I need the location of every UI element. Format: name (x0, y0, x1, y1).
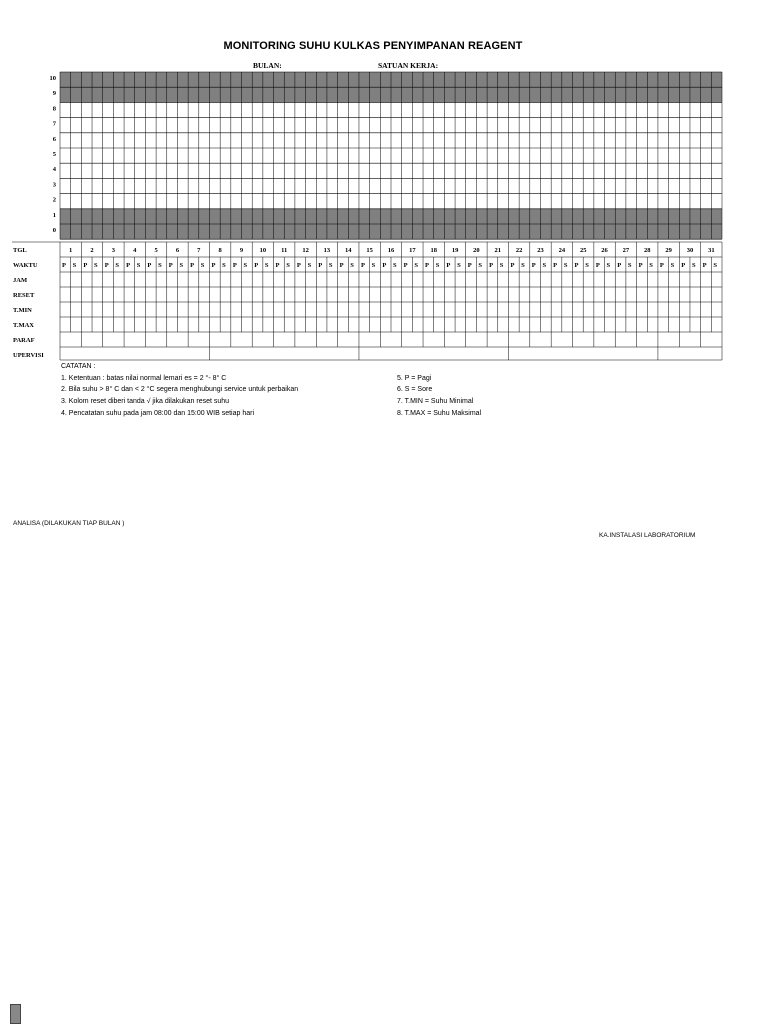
note-item: 3. Kolom reset diberi tanda √ jika dilakukan reset suhu (61, 398, 230, 406)
y-level-label: 6 (52, 135, 56, 143)
shift-marker: S (222, 262, 226, 269)
day-number: 9 (239, 247, 244, 254)
day-number: 4 (133, 247, 137, 254)
day-number: 25 (579, 247, 587, 254)
shift-marker: S (670, 262, 675, 269)
shift-marker: P (360, 262, 365, 269)
shift-marker: S (563, 262, 568, 269)
row-label-reset: RESET (13, 292, 35, 299)
day-number: 10 (259, 247, 267, 254)
day-number: 11 (281, 247, 288, 254)
shift-marker: P (168, 262, 173, 269)
analisa-label: ANALISA (DILAKUKAN TIAP BULAN ) (13, 520, 125, 527)
legend-item: 5. P = Pagi (397, 374, 432, 382)
shift-marker: S (72, 262, 77, 269)
day-number: 28 (644, 247, 651, 254)
bulan-label: BULAN: (253, 61, 282, 70)
shift-marker: P (83, 262, 88, 269)
y-level-label: 4 (52, 166, 56, 174)
shift-marker: P (574, 262, 579, 269)
y-level-label: 9 (52, 90, 56, 98)
shift-marker: P (446, 262, 451, 269)
day-number: 21 (494, 247, 502, 254)
day-number: 15 (366, 247, 373, 254)
shift-marker: P (553, 262, 558, 269)
shift-marker: S (393, 262, 397, 269)
shift-marker: S (691, 262, 696, 269)
monitoring-table (0, 0, 768, 370)
note-item: 1. Ketentuan : batas nilai normal lemari es = 2 °- 8° C (61, 374, 227, 382)
shift-marker: S (136, 262, 141, 269)
note-item: 2. Bila suhu > 8° C dan < 2 °C segera menghubungi service untuk perbaikan (61, 386, 299, 394)
day-number: 6 (175, 247, 180, 254)
day-number: 14 (345, 247, 352, 254)
shift-marker: S (158, 262, 162, 269)
y-level-label: 0 (52, 227, 56, 234)
row-label-supervisi: UPERVISI (13, 352, 44, 359)
day-number: 27 (622, 247, 630, 254)
legend-item: 8. T.MAX = Suhu Maksimal (397, 409, 482, 417)
row-label-tgl: TGL (13, 247, 27, 254)
shift-marker: P (339, 262, 344, 269)
shift-marker: S (115, 262, 120, 269)
y-level-label: 1 (52, 211, 56, 219)
legend-item: 7. T.MIN = Suhu Minimal (397, 398, 474, 406)
legend-item: 6. S = Sore (397, 386, 433, 394)
shift-marker: S (521, 262, 525, 269)
shift-marker: P (659, 262, 664, 269)
shift-marker: P (489, 262, 494, 269)
shift-marker: P (296, 262, 301, 269)
day-number: 31 (708, 247, 715, 254)
signature-label: KA.INSTALASI LABORATORIUM (599, 532, 696, 539)
y-level-label: 7 (52, 120, 56, 128)
shift-marker: S (542, 262, 547, 269)
day-number: 8 (218, 247, 222, 254)
shift-marker: P (382, 262, 387, 269)
day-number: 26 (601, 247, 608, 254)
day-number: 20 (473, 247, 480, 254)
row-label-waktu: WAKTU (13, 262, 38, 269)
shift-marker: S (499, 262, 504, 269)
day-number: 2 (90, 247, 94, 254)
shift-marker: S (606, 262, 611, 269)
shift-marker: P (467, 262, 472, 269)
row-label-jam: JAM (13, 277, 28, 284)
day-number: 16 (387, 247, 395, 254)
day-number: 3 (111, 247, 116, 254)
shift-marker: S (414, 262, 418, 269)
shift-marker: P (425, 262, 430, 269)
y-level-label: 10 (49, 75, 56, 82)
row-label-paraf: PARAF (13, 337, 35, 344)
shift-marker: S (457, 262, 461, 269)
shift-marker: P (531, 262, 536, 269)
shift-marker: P (275, 262, 280, 269)
shift-marker: P (232, 262, 237, 269)
legend-section (397, 361, 481, 420)
shift-marker: S (649, 262, 653, 269)
shift-marker: S (435, 262, 440, 269)
shift-marker: S (713, 262, 717, 269)
day-number: 13 (323, 247, 331, 254)
shift-marker: P (190, 262, 195, 269)
shift-marker: P (638, 262, 643, 269)
shift-marker: S (286, 262, 290, 269)
day-number: 1 (69, 247, 73, 254)
day-number: 30 (686, 247, 694, 254)
scroll-handle[interactable] (10, 1004, 21, 1024)
y-level-label: 3 (52, 181, 56, 189)
shift-marker: S (371, 262, 376, 269)
shift-marker: S (243, 262, 248, 269)
shift-marker: P (318, 262, 323, 269)
notes-heading: CATATAN : (61, 363, 96, 370)
day-number: 29 (665, 247, 672, 254)
day-number: 18 (430, 247, 437, 254)
shift-marker: S (350, 262, 354, 269)
shift-marker: S (200, 262, 205, 269)
shift-marker: S (328, 262, 333, 269)
shift-marker: S (179, 262, 184, 269)
shift-marker: S (627, 262, 632, 269)
day-number: 24 (558, 247, 566, 254)
day-number: 5 (154, 247, 158, 254)
row-label-tmin: T.MIN (13, 307, 32, 314)
shift-marker: P (126, 262, 131, 269)
satuan-kerja-label: SATUAN KERJA: (378, 61, 439, 70)
day-number: 17 (409, 247, 416, 254)
row-label-tmax: T.MAX (13, 322, 35, 329)
shift-marker: P (254, 262, 259, 269)
y-level-label: 5 (52, 151, 56, 158)
shift-marker: P (595, 262, 600, 269)
shift-marker: P (403, 262, 408, 269)
shift-marker: S (264, 262, 269, 269)
day-number: 12 (302, 247, 309, 254)
notes-section (61, 361, 298, 420)
page-title: MONITORING SUHU KULKAS PENYIMPANAN REAGENT (223, 40, 523, 52)
shift-marker: S (585, 262, 589, 269)
y-level-label: 8 (52, 105, 56, 113)
y-level-label: 2 (52, 196, 56, 204)
shift-marker: S (478, 262, 483, 269)
shift-marker: P (104, 262, 109, 269)
shift-marker: P (62, 262, 66, 269)
shift-marker: S (94, 262, 98, 269)
shift-marker: S (307, 262, 312, 269)
note-item: 4. Pencatatan suhu pada jam 08:00 dan 15:00 WIB setiap hari (61, 409, 255, 417)
shift-marker: P (702, 262, 707, 269)
shift-marker: P (147, 262, 152, 269)
day-number: 23 (537, 247, 544, 254)
day-number: 22 (515, 247, 523, 254)
shift-marker: P (510, 262, 515, 269)
day-number: 19 (451, 247, 459, 254)
shift-marker: P (617, 262, 622, 269)
day-number: 7 (197, 247, 201, 254)
shift-marker: P (211, 262, 216, 269)
shift-marker: P (681, 262, 686, 269)
